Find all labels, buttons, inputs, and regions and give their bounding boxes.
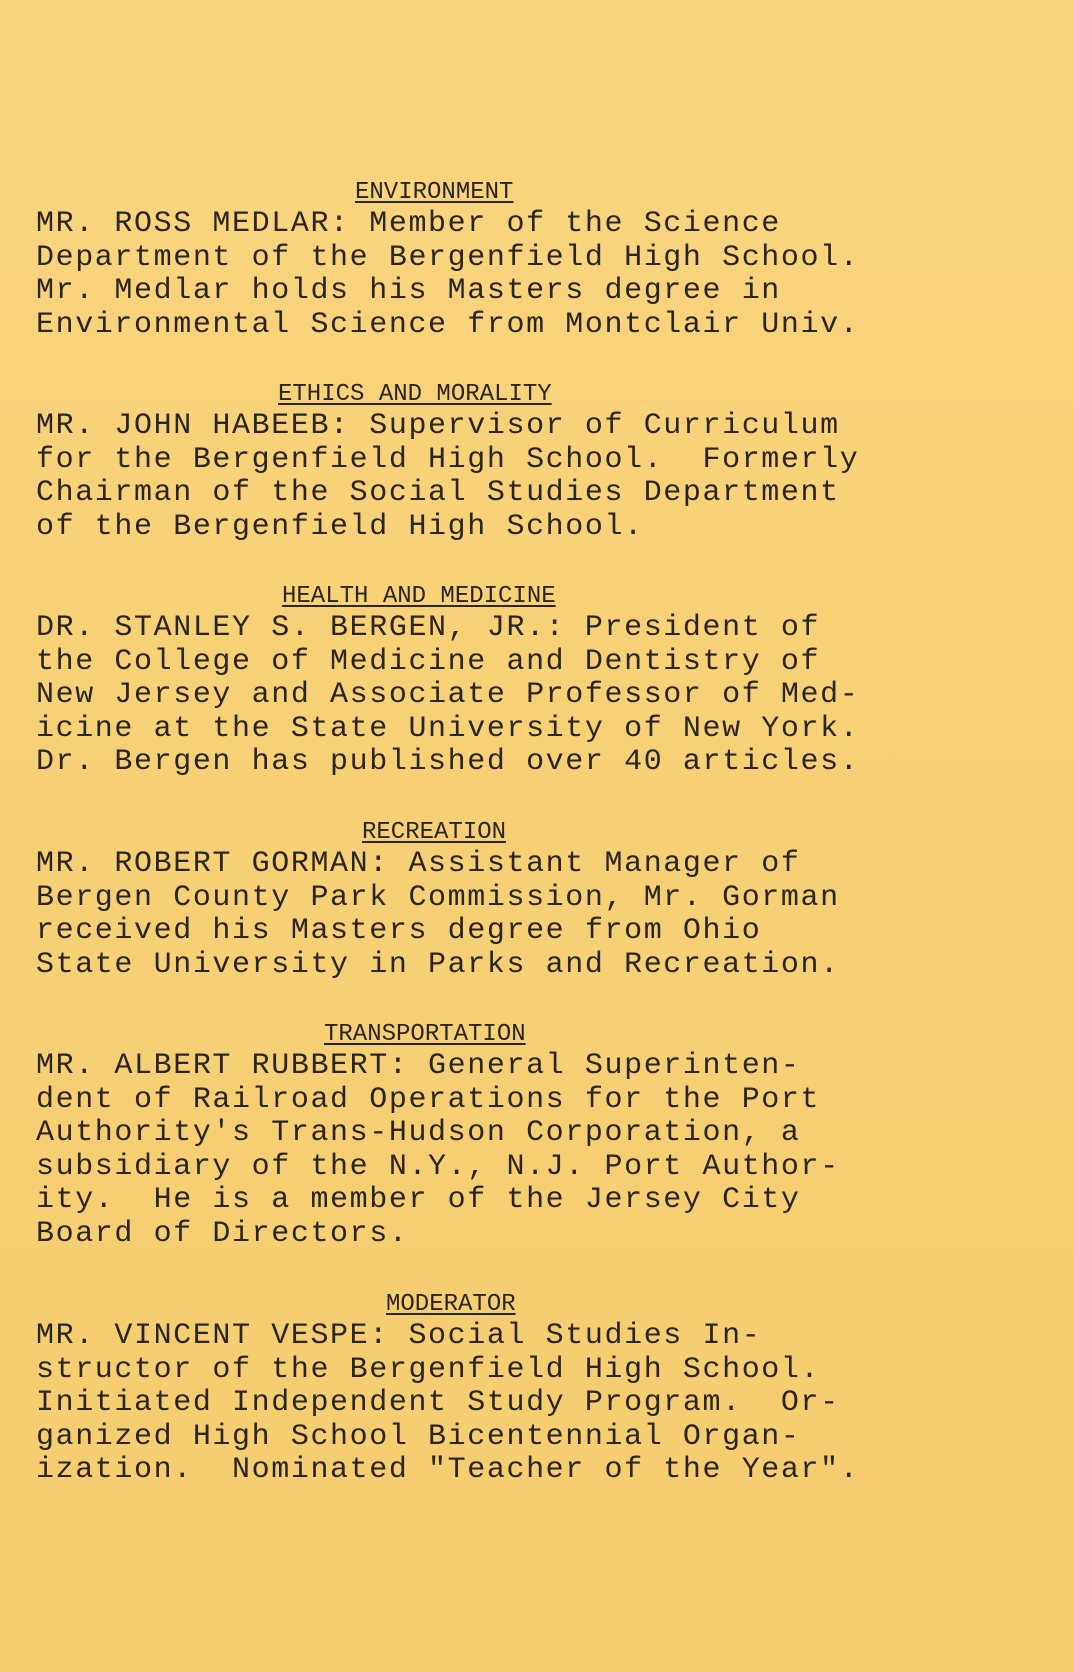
text-line: Bergen County Park Commission, Mr. Gorman xyxy=(36,880,840,915)
section-heading: MODERATOR xyxy=(386,1291,516,1318)
text-line: MR. ROSS MEDLAR: Member of the Science xyxy=(36,207,781,241)
text-line: MR. VINCENT VESPE: Social Studies In- xyxy=(36,1319,762,1353)
text-line: Authority's Trans-Hudson Corporation, a xyxy=(36,1116,801,1150)
text-line: ization. Nominated "Teacher of the Year". xyxy=(36,1453,860,1487)
text-line: Dr. Bergen has published over 40 articles. xyxy=(36,745,860,779)
text-line: Chairman of the Social Studies Department xyxy=(36,476,840,510)
section-environment xyxy=(36,178,1036,342)
text-line: Mr. Medlar holds his Masters degree in xyxy=(36,274,781,308)
text-line: ganized High School Bicentennial Organ- xyxy=(36,1419,801,1454)
text-line: structor of the Bergenfield High School. xyxy=(36,1352,821,1387)
section-recreation xyxy=(36,818,1036,982)
text-line: Department of the Bergenfield High School. xyxy=(36,240,860,275)
section-health-and-medicine xyxy=(36,582,1036,780)
section-heading: TRANSPORTATION xyxy=(324,1021,526,1048)
text-line: ity. He is a member of the Jersey City xyxy=(36,1183,801,1217)
text-line: New Jersey and Associate Professor of Med- xyxy=(36,678,860,712)
text-line: Initiated Independent Study Program. Or- xyxy=(36,1386,840,1420)
section-ethics-and-morality xyxy=(36,380,1036,544)
section-transportation xyxy=(36,1020,1036,1251)
text-line: subsidiary of the N.Y., N.J. Port Author- xyxy=(36,1149,840,1184)
section-heading: ETHICS AND MORALITY xyxy=(278,381,552,408)
text-line: dent of Railroad Operations for the Port xyxy=(36,1082,821,1117)
text-line: the College of Medicine and Dentistry of xyxy=(36,644,821,679)
text-line: MR. JOHN HABEEB: Supervisor of Curriculum xyxy=(36,409,840,443)
text-line: DR. STANLEY S. BERGEN, JR.: President of xyxy=(36,611,821,645)
text-line: State University in Parks and Recreation. xyxy=(36,947,840,982)
text-line: Board of Directors. xyxy=(36,1216,409,1251)
text-line: MR. ROBERT GORMAN: Assistant Manager of xyxy=(36,847,801,881)
section-heading: RECREATION xyxy=(362,819,507,846)
section-heading: ENVIRONMENT xyxy=(355,179,514,206)
text-line: of the Bergenfield High School. xyxy=(36,509,644,544)
section-moderator xyxy=(36,1290,1036,1488)
section-heading: HEALTH AND MEDICINE xyxy=(282,583,556,610)
text-line: icine at the State University of New York. xyxy=(36,711,860,746)
text-line: MR. ALBERT RUBBERT: General Superinten- xyxy=(36,1049,801,1083)
text-line: received his Masters degree from Ohio xyxy=(36,914,762,948)
text-line: for the Bergenfield High School. Formerly xyxy=(36,442,860,477)
text-line: Environmental Science from Montclair Univ. xyxy=(36,307,860,342)
